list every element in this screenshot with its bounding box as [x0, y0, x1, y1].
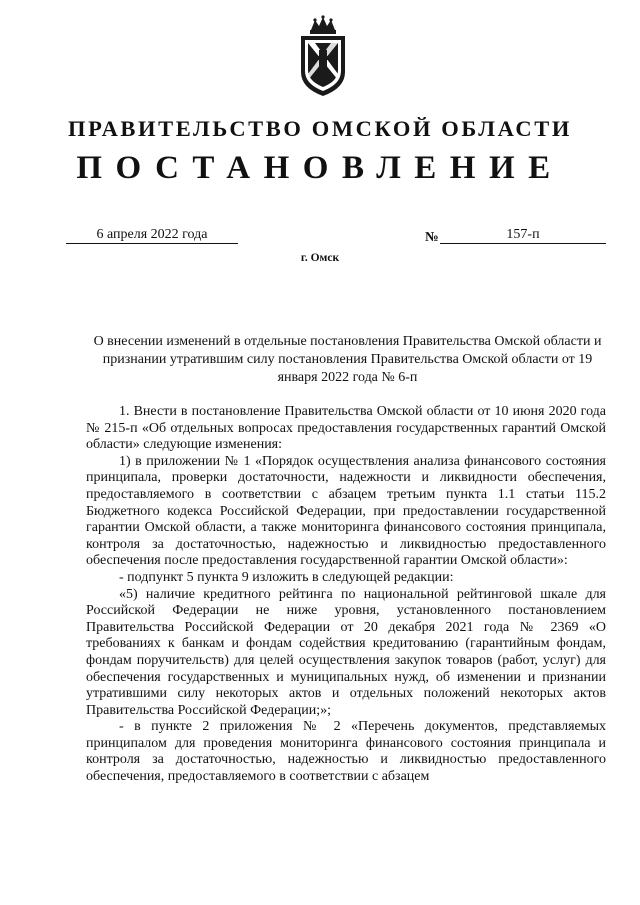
- document-date: 6 апреля 2022 года: [66, 226, 238, 244]
- document-city: г. Омск: [300, 252, 340, 264]
- document-number: 157-п: [440, 226, 606, 244]
- omsk-coat-of-arms-icon: [297, 14, 349, 98]
- body-paragraph: «5) наличие кредитного рейтинга по национальной рейтинговой шкале для Российской Федерации не ниже уровня, установленного постановлением Правительства Российской Федерации от 20 декабря 2021 года № 2369 «О требованиях к банкам и фондам содействия кредитованию (гарантийным фондам, фондам поручительств) для целей осуществления закупок товаров (работ, услуг) для обеспечения государственных и муниципальных нужд, об изменении и признании утратившими силу некоторых актов и отдельных положений некоторых актов Правительства Российской Федерации;»;: [86, 586, 606, 718]
- document-body: [86, 404, 606, 786]
- body-paragraph: - подпункт 5 пункта 9 изложить в следующей редакции:: [119, 569, 454, 585]
- organization-title: ПРАВИТЕЛЬСТВО ОМСКОЙ ОБЛАСТИ: [68, 116, 572, 141]
- number-sign: №: [425, 229, 439, 244]
- document-subject: О внесении изменений в отдельные постановления Правительства Омской области и признании утратившим силу постановления Правительства Омской области от 19 января 2022 года № 6-п: [93, 334, 602, 385]
- body-paragraph: 1) в приложении № 1 «Порядок осуществления анализа финансового состояния принципала, проверки достаточности, надежности и ликвидности обеспечения, предоставляемого в соответствии с абзацем третьим пункта 1.1 статьи 115.2 Бюджетного кодекса Российской Федерации, при предоставлении государственной гарантии Омской области, а также мониторинга финансового состояния принципала, контроля за достаточностью, надежностью и ликвидностью предоставленного обеспечения после предоставления государственной гарантии Омской области»:: [86, 453, 606, 569]
- body-paragraph: 1. Внести в постановление Правительства Омской области от 10 июня 2020 года № 215-п «Об отдельных вопросах предоставления государственных гарантий Омской области» следующие изменения:: [86, 404, 606, 453]
- body-paragraph: - в пункте 2 приложения № 2 «Перечень документов, представляемых принципалом для проведения мониторинга финансового состояния принципала и контроля за достаточностью, надежностью и ликвидностью предоставленного обеспечения, предоставляемого в соответствии с абзацем: [86, 719, 606, 785]
- document-type-title: ПОСТАНОВЛЕНИЕ: [76, 150, 564, 186]
